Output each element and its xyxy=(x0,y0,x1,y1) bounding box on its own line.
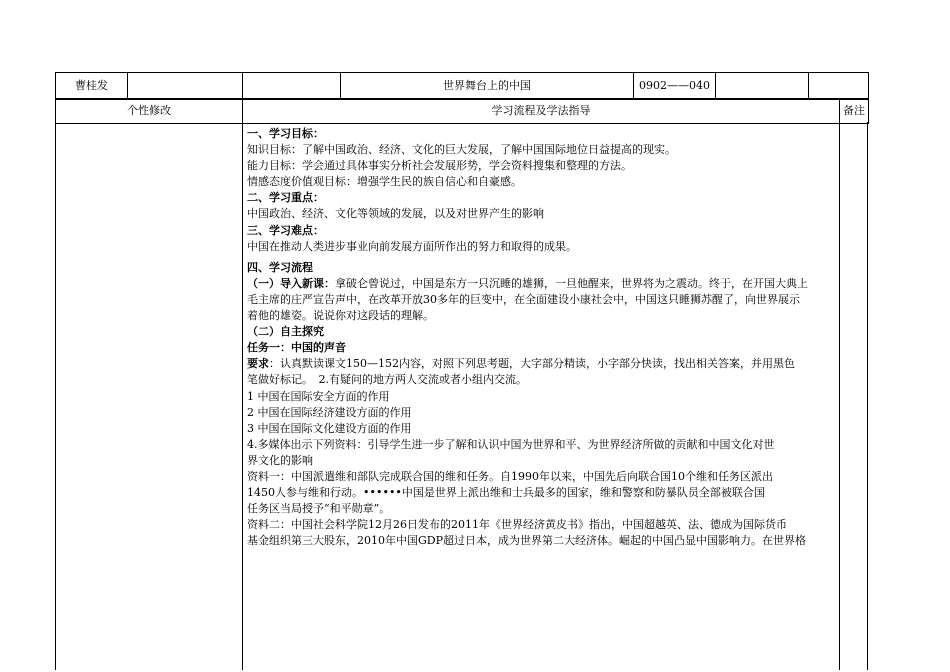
section-title-objectives: 一、学习目标： xyxy=(247,127,324,140)
intro-label: （一）导入新课： xyxy=(247,276,335,290)
ability-objective: 能力目标：学会通过具体事实分析社会发展形势，学会资料搜集和整理的方法。 xyxy=(247,159,632,173)
section-title-key-points: 二、学习重点： xyxy=(247,191,324,205)
media-line-1: 4.多媒体出示下列资料：引导学生进一步了解和认识中国为世界和平、为世界经济所做的贡献和中国文化对世 xyxy=(247,437,775,451)
resource1-line-1: 资料一：中国派遣维和部队完成联合国的维和任务。自1990年以来，中国先后向联合国10个维和任务区派出 xyxy=(247,469,773,483)
question-item: 2 中国在国际经济建设方面的作用 xyxy=(247,405,412,419)
explore-title: （二）自主探究 xyxy=(247,325,324,339)
empty-cell xyxy=(809,73,869,100)
intro-text: 拿破仑曾说过，中国是东方一只沉睡的雄狮，一旦他醒来，世界将为之震动。终于，在开国大典上 xyxy=(335,276,808,290)
flow-column-header: 学习流程及学法指导 xyxy=(243,99,840,124)
knowledge-objective: 知识目标：了解中国政治、经济、文化的巨大发展，了解中国国际地位日益提高的现实。 xyxy=(247,143,676,157)
teacher-name-cell: 曹桂发 xyxy=(56,73,128,100)
resource1-line-2: 1450人参与维和行动。••••••中国是世界上派出维和士兵最多的国家，维和警察和防暴队员全部被联合国 xyxy=(247,486,765,500)
lesson-info-table xyxy=(55,72,869,100)
question-item: 1 中国在国际安全方面的作用 xyxy=(247,389,390,403)
media-line-2: 界文化的影响 xyxy=(247,453,313,467)
column-divider xyxy=(242,122,243,670)
learning-flow-content xyxy=(247,126,844,549)
emotion-objective: 情感态度价值观目标：增强学生民的族自信心和自豪感。 xyxy=(247,175,522,189)
empty-cell xyxy=(128,73,243,100)
empty-cell xyxy=(716,73,809,100)
section-title-difficulties: 三、学习难点： xyxy=(247,223,324,237)
section-title-process: 四、学习流程 xyxy=(247,260,313,274)
lesson-title-cell: 世界舞台上的中国 xyxy=(341,73,634,100)
notes-column-header: 备注 xyxy=(840,99,869,124)
question-item: 3 中国在国际文化建设方面的作用 xyxy=(247,421,412,435)
personal-column-header: 个性修改 xyxy=(56,99,243,124)
task1-title: 任务一：中国的声音 xyxy=(247,341,346,355)
requirement-label: 要求 xyxy=(247,357,269,371)
resource2-line-1: 资料二：中国社会科学院12月26日发布的2011年《世界经济黄皮书》指出，中国超越英、法、德成为国际货币 xyxy=(247,518,787,532)
lesson-code-cell: 0902——040 xyxy=(634,73,716,100)
intro-line-3: 着他的雄姿。说说你对这段话的理解。 xyxy=(247,309,434,323)
requirement-line-2: 笔做好标记。 2.有疑问的地方两人交流或者小组内交流。 xyxy=(247,373,527,387)
intro-line-2: 毛主席的庄严宣告声中，在改革开放30多年的巨变中，在全面建设小康社会中，中国这只睡狮苏醒了，向世界展示 xyxy=(247,292,800,306)
intro-paragraph xyxy=(247,276,844,292)
resource2-line-2: 基金组织第三大股东，2010年中国GDP超过日本，成为世界第二大经济体。崛起的中国凸显中国影响力。在世界格 xyxy=(247,534,806,548)
empty-cell xyxy=(243,73,341,100)
requirement-paragraph xyxy=(247,356,844,372)
key-point-text: 中国政治、经济、文化等领域的发展，以及对世界产生的影响 xyxy=(247,207,544,221)
column-header-table xyxy=(55,98,869,124)
resource1-line-3: 任务区当局授予“和平勋章”。 xyxy=(247,502,391,516)
requirement-text: ：认真默读课文150—152内容，对照下列思考题，大字部分精读，小字部分快读，找出相关答案，并用黑色 xyxy=(269,357,795,371)
difficulty-text: 中国在推动人类进步事业向前发展方面所作出的努力和取得的成果。 xyxy=(247,239,577,253)
main-content-row xyxy=(55,122,868,670)
